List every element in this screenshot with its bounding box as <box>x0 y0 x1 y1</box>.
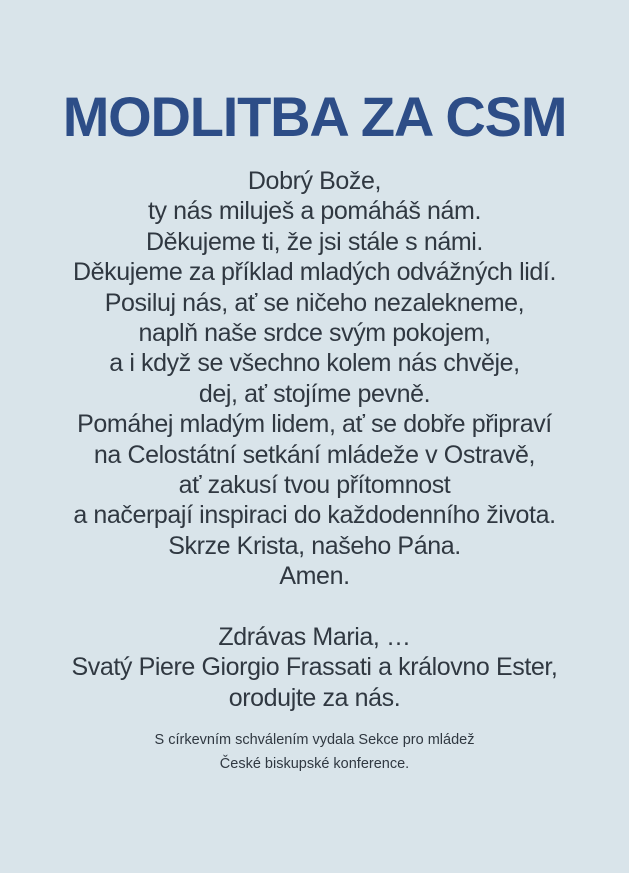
prayer-line: Posiluj nás, ať se ničeho nezalekneme, <box>104 288 525 317</box>
prayer-line: a načerpají inspiraci do každodenního života. <box>73 501 556 530</box>
prayer-line: a i když se všechno kolem nás chvěje, <box>109 349 520 378</box>
imprint <box>0 728 629 776</box>
prayer-line: naplň naše srdce svým pokojem, <box>138 319 491 348</box>
prayer-line: ať zakusí tvou přítomnost <box>178 471 451 500</box>
prayer-line: dej, ať stojíme pevně. <box>198 379 431 408</box>
imprint-line: S církevním schválením vydala Sekce pro mládež <box>154 732 475 749</box>
invocation-line: orodujte za nás. <box>228 683 401 712</box>
prayer-line: Pomáhej mladým lidem, ať se dobře připraví <box>77 410 552 439</box>
page-title: MODLITBA ZA CSM <box>62 85 567 148</box>
prayer-line: ty nás miluješ a pomáháš nám. <box>147 197 481 226</box>
prayer-text <box>0 166 629 713</box>
prayer-line: Dobrý Bože, <box>247 167 382 195</box>
prayer-line: Skrze Krista, našeho Pána. <box>168 531 461 560</box>
prayer-line: Amen. <box>279 562 350 591</box>
imprint-line: České biskupské konference. <box>219 756 410 773</box>
blank-line <box>0 592 629 622</box>
prayer-line: Děkujeme za příklad mladých odvážných lidí. <box>72 258 557 287</box>
prayer-line: na Celostátní setkání mládeže v Ostravě, <box>93 440 536 469</box>
invocation-line: Svatý Piere Giorgio Frassati a královno Ester, <box>71 653 558 682</box>
invocation-line: Zdrávas Maria, … <box>218 623 411 652</box>
prayer-line: Děkujeme ti, že jsi stále s námi. <box>146 227 483 256</box>
